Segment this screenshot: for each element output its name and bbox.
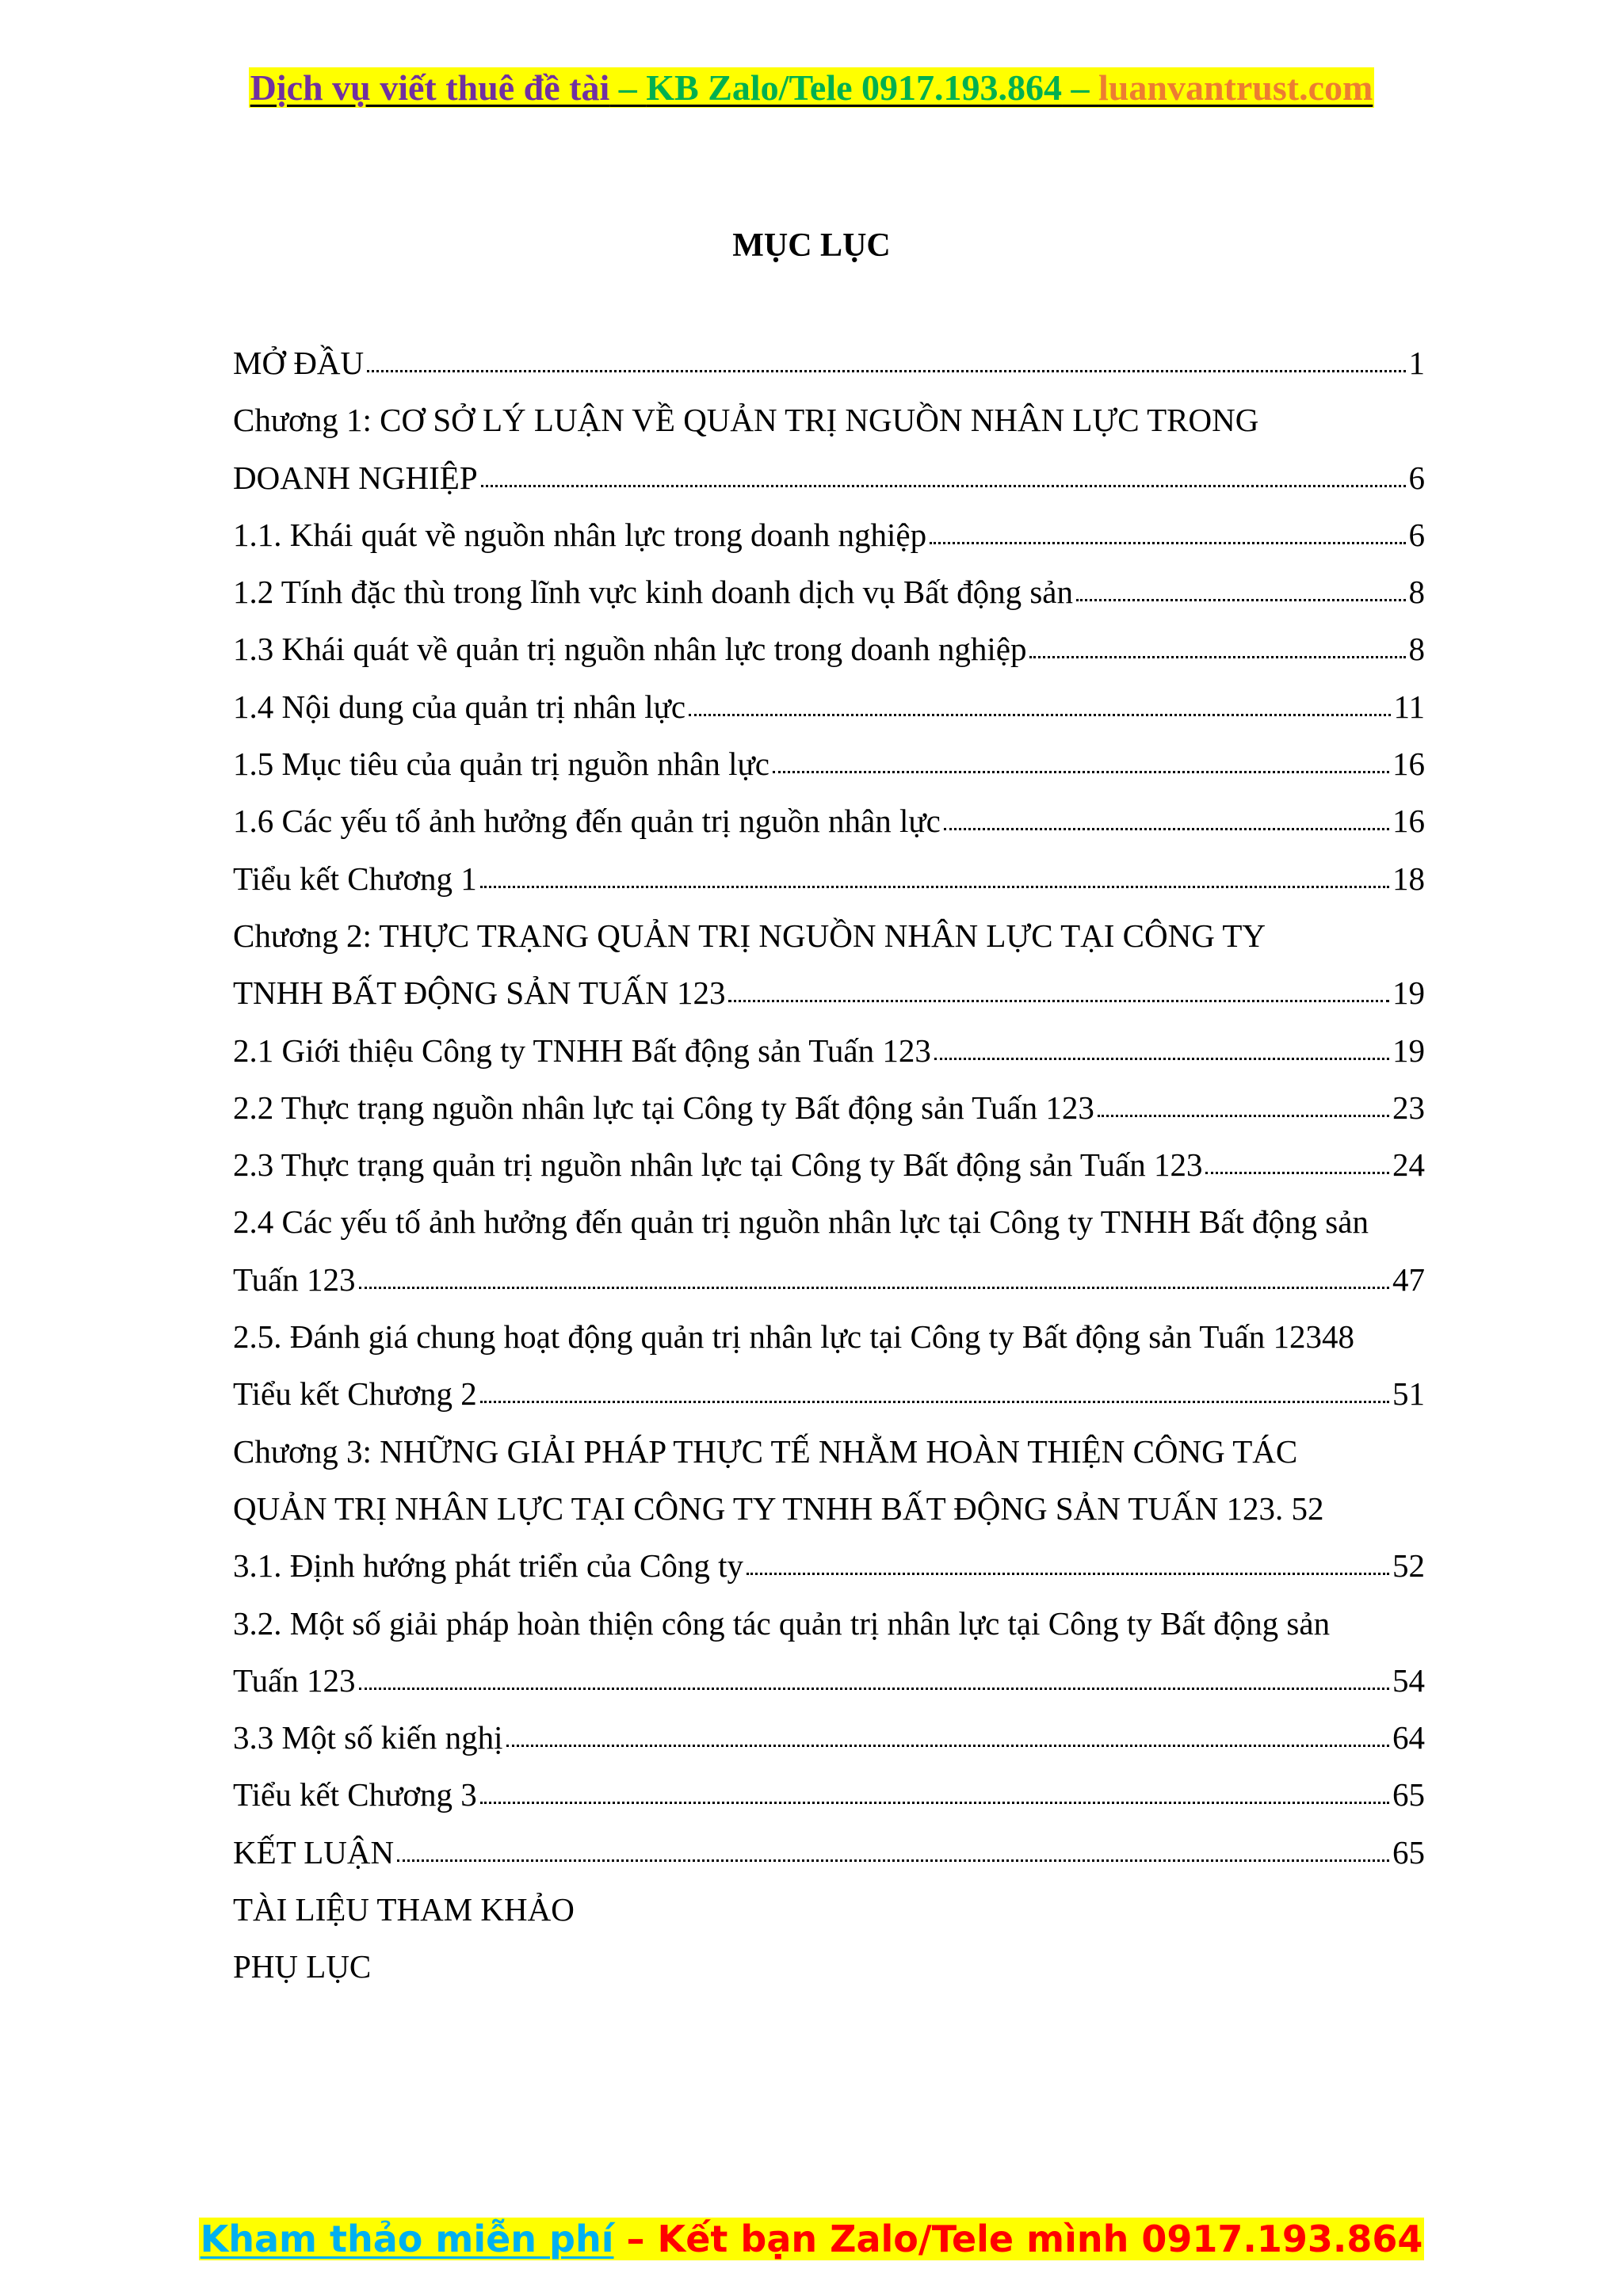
toc-heading-line[interactable]: QUẢN TRỊ NHÂN LỰC TẠI CÔNG TY TNHH BẤT ĐỘNG SẢN TUẤN 123. 52 [233, 1489, 1324, 1527]
toc-entry-title: 1.1. Khái quát về nguồn nhân lực trong doanh nghiệp [233, 516, 927, 553]
toc-heading-line[interactable]: Chương 3: NHỮNG GIẢI PHÁP THỰC TẾ NHẰM HOÀN THIỆN CÔNG TÁC [233, 1432, 1298, 1470]
toc-page-number: 16 [1392, 803, 1425, 840]
toc-page-number: 23 [1392, 1089, 1425, 1126]
toc-dot-leader [359, 1688, 1389, 1690]
toc-page-number: 24 [1392, 1146, 1425, 1184]
toc-heading-line[interactable]: PHỤ LỤC [233, 1948, 372, 1985]
toc-dot-leader [934, 1058, 1389, 1060]
page-title: MỤC LỤC [732, 227, 891, 264]
footer-free-reference-link[interactable]: Kham thảo miễn phí [200, 2218, 614, 2260]
toc-dot-leader [480, 886, 1389, 888]
toc-page-number: 19 [1392, 1032, 1425, 1069]
toc-entry-title: 3.1. Định hướng phát triển của Công ty [233, 1547, 744, 1585]
header-service-link[interactable]: Dịch vụ viết thuê đề tài [250, 67, 610, 108]
toc-entry-title: 2.1 Giới thiệu Công ty TNHH Bất động sản Tuấn 123 [233, 1032, 931, 1069]
toc-entry[interactable] [233, 678, 1477, 735]
toc-entry-title: KẾT LUẬN [233, 1833, 395, 1871]
toc-entry[interactable] [233, 1136, 1477, 1193]
footer-contact-text: Kết bạn Zalo/Tele mình 0917.193.864 [657, 2218, 1423, 2260]
toc-entry[interactable] [233, 1652, 1477, 1709]
table-of-contents [233, 334, 1477, 1996]
footer-banner [0, 2215, 1623, 2263]
toc-dot-leader [689, 714, 1390, 716]
toc-page-number: 51 [1392, 1375, 1425, 1413]
toc-page-number: 19 [1392, 974, 1425, 1012]
toc-page-number: 1 [1408, 345, 1425, 381]
toc-page-number: 11 [1393, 688, 1425, 725]
toc-heading-line[interactable]: 3.2. Một số giải pháp hoàn thiện công tác quản trị nhân lực tại Công ty Bất động sản [233, 1604, 1331, 1642]
toc-heading-line[interactable]: 2.5. Đánh giá chung hoạt động quản trị nhân lực tại Công ty Bất động sản Tuấn 12348 [233, 1318, 1354, 1356]
toc-entry[interactable] [233, 735, 1477, 792]
toc-entry-title: Tiểu kết Chương 1 [233, 860, 477, 897]
toc-dot-leader [1076, 599, 1406, 601]
toc-entry[interactable] [233, 1824, 1477, 1881]
toc-heading-line[interactable]: Chương 1: CƠ SỞ LÝ LUẬN VỀ QUẢN TRỊ NGUỒN NHÂN LỰC TRONG [233, 402, 1259, 439]
toc-entry-title: 3.3 Một số kiến nghị [233, 1719, 503, 1756]
toc-dot-leader [728, 1000, 1389, 1002]
toc-page-number: 54 [1392, 1661, 1425, 1699]
toc-entry-title: MỞ ĐẦU [233, 345, 365, 381]
header-separator: – [609, 67, 647, 108]
header-website-link[interactable]: luanvantrust.com [1098, 67, 1373, 108]
toc-page-number: 16 [1392, 746, 1425, 783]
toc-entry-title: Tiểu kết Chương 3 [233, 1776, 477, 1814]
toc-entry[interactable] [233, 449, 1477, 506]
toc-page-number: 6 [1408, 516, 1425, 553]
toc-entry-title: 1.4 Nội dung của quản trị nhân lực [233, 688, 686, 725]
toc-entry[interactable] [233, 964, 1477, 1021]
toc-page-number: 64 [1392, 1719, 1425, 1756]
toc-entry[interactable] [233, 1766, 1477, 1823]
toc-dot-leader [944, 828, 1389, 830]
toc-dot-leader [1029, 656, 1405, 658]
toc-dot-leader [1098, 1115, 1389, 1117]
toc-heading-line[interactable]: Chương 2: THỰC TRẠNG QUẢN TRỊ NGUỒN NHÂN LỰC TẠI CÔNG TY [233, 917, 1266, 954]
toc-entry-title: Tiểu kết Chương 2 [233, 1375, 477, 1413]
toc-entry-title: TNHH BẤT ĐỘNG SẢN TUẤN 123 [233, 974, 726, 1012]
toc-entry-title: 1.2 Tính đặc thù trong lĩnh vực kinh doanh dịch vụ Bất động sản [233, 574, 1073, 611]
toc-entry[interactable] [233, 334, 1477, 391]
toc-entry[interactable] [233, 792, 1477, 849]
toc-dot-leader [1205, 1172, 1389, 1174]
toc-dot-leader [773, 771, 1389, 773]
toc-dot-leader [506, 1745, 1389, 1747]
toc-entry-title: Tuấn 123 [233, 1661, 356, 1699]
toc-heading-line[interactable]: 2.4 Các yếu tố ảnh hưởng đến quản trị nguồn nhân lực tại Công ty TNHH Bất động sản [233, 1203, 1369, 1241]
toc-entry-title: 1.5 Mục tiêu của quản trị nguồn nhân lực [233, 746, 769, 783]
toc-entry-title: DOANH NGHIỆP [233, 459, 478, 496]
toc-entry[interactable] [233, 1709, 1477, 1766]
toc-dot-leader [480, 1802, 1389, 1804]
toc-entry[interactable] [233, 1537, 1477, 1594]
toc-dot-leader [480, 1401, 1389, 1403]
toc-entry[interactable] [233, 620, 1477, 677]
toc-entry[interactable] [233, 1365, 1477, 1422]
header-contact-link[interactable]: KB Zalo/Tele 0917.193.864 [646, 67, 1063, 108]
toc-page-number: 52 [1392, 1547, 1425, 1585]
toc-entry[interactable] [233, 1079, 1477, 1136]
toc-entry[interactable] [233, 1251, 1477, 1308]
toc-dot-leader [747, 1573, 1389, 1575]
header-banner [0, 63, 1623, 113]
toc-dot-leader [481, 485, 1406, 487]
toc-entry[interactable] [233, 1022, 1477, 1079]
footer-separator: – [613, 2218, 658, 2260]
toc-page-number: 65 [1392, 1833, 1425, 1871]
toc-dot-leader [930, 542, 1405, 544]
toc-entry-title: Tuấn 123 [233, 1261, 356, 1298]
toc-entry[interactable] [233, 563, 1477, 620]
toc-entry-title: 2.3 Thực trạng quản trị nguồn nhân lực tại Công ty Bất động sản Tuấn 123 [233, 1146, 1203, 1184]
toc-dot-leader [367, 370, 1405, 372]
toc-page-number: 65 [1392, 1776, 1425, 1814]
toc-dot-leader [397, 1859, 1389, 1862]
toc-entry[interactable] [233, 506, 1477, 563]
toc-entry-title: 2.2 Thực trạng nguồn nhân lực tại Công ty Bất động sản Tuấn 123 [233, 1089, 1094, 1126]
toc-page-number: 8 [1408, 631, 1425, 668]
toc-page-number: 18 [1392, 860, 1425, 897]
toc-entry[interactable] [233, 850, 1477, 907]
toc-heading-line[interactable]: TÀI LIỆU THAM KHẢO [233, 1891, 575, 1928]
toc-entry-title: 1.3 Khái quát về quản trị nguồn nhân lực trong doanh nghiệp [233, 631, 1027, 668]
toc-entry-title: 1.6 Các yếu tố ảnh hưởng đến quản trị nguồn nhân lực [233, 803, 941, 840]
toc-page-number: 8 [1408, 574, 1425, 611]
toc-page-number: 6 [1408, 459, 1425, 496]
header-separator: – [1062, 67, 1099, 108]
toc-page-number: 47 [1392, 1261, 1425, 1298]
toc-dot-leader [359, 1287, 1389, 1289]
